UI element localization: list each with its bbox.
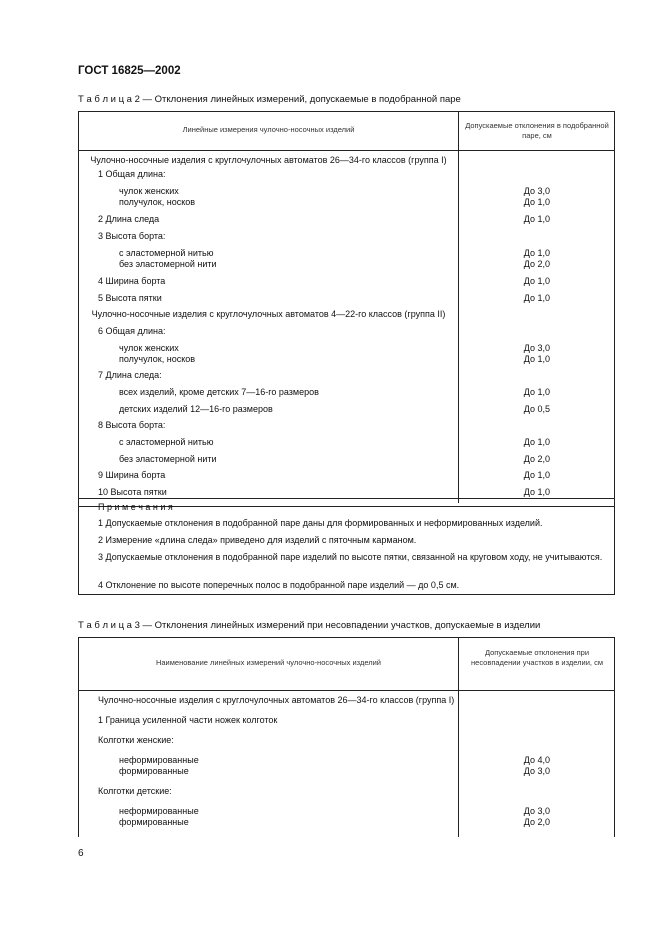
page-number: 6 xyxy=(78,848,84,859)
table2-row-value: До 1,0 xyxy=(523,293,550,303)
table2-row-label: 9 Ширина борта xyxy=(98,470,166,480)
table2-row-label: 4 Ширина борта xyxy=(98,276,166,286)
table2-row-value: До 1,0 xyxy=(523,248,550,258)
table2-row-value: До 3,0 xyxy=(523,186,550,196)
table3-caption: Т а б л и ц а 3 — Отклонения линейных измерений при несовпадении участков, допускаемые в изделии xyxy=(78,620,541,631)
table2-group-title: Чулочно-носочные изделия с круглочулочных автоматов 26—34-го классов (группа I) xyxy=(90,155,447,165)
table2-col1-header: Линейные измерения чулочно-носочных изделий xyxy=(182,125,355,134)
table2-row-label: всех изделий, кроме детских 7—16-го размеров xyxy=(119,387,319,397)
table3 xyxy=(78,637,615,837)
note-item: 1 Допускаемые отклонения в подобранной паре даны для формированных и неформированных изделий. xyxy=(98,518,543,528)
table2-row-label: с эластомерной нитью xyxy=(119,437,214,447)
table2-row-label: получулок, носков xyxy=(119,354,196,364)
table3-col2-header: Допускаемые отклонения при несовпадении участков в изделии, см xyxy=(471,648,603,667)
table2-row-label: 10 Высота пятки xyxy=(98,487,167,497)
table3-column-divider xyxy=(458,638,459,837)
table2-group-title: Чулочно-носочные изделия с круглочулочных автоматов 4—22-го классов (группа II) xyxy=(91,309,446,319)
table2-row-value: До 1,0 xyxy=(523,214,550,224)
table2-row-label: 1 Общая длина: xyxy=(98,169,166,179)
table2-row-label: с эластомерной нитью xyxy=(119,248,214,258)
table3-row-label: формированные xyxy=(119,766,189,776)
table2-row-label: детских изделий 12—16-го размеров xyxy=(119,404,273,414)
notes-title: П р и м е ч а н и я xyxy=(98,502,173,512)
table2-row-value: До 0,5 xyxy=(523,404,550,414)
table2-column-divider xyxy=(458,112,459,503)
table2-row-label: получулок, носков xyxy=(119,197,196,207)
table2-row-value: До 1,0 xyxy=(523,437,550,447)
table2-header-divider xyxy=(79,150,614,151)
table3-row-value: До 2,0 xyxy=(523,817,550,827)
table2 xyxy=(78,111,615,507)
table3-row-label: неформированные xyxy=(119,806,199,816)
table3-row-value: До 3,0 xyxy=(523,766,550,776)
table3-row-label: формированные xyxy=(119,817,189,827)
note-item: 4 Отклонение по высоте поперечных полос в подобранной паре изделий — до 0,5 см. xyxy=(98,580,460,590)
table3-row-label: неформированные xyxy=(119,755,199,765)
table2-row-value: До 3,0 xyxy=(523,343,550,353)
table2-col2-header: Допускаемые отклонения в подобранной паре, см xyxy=(465,121,609,140)
table2-notes xyxy=(78,497,615,595)
note-item: 2 Измерение «длина следа» приведено для изделий с пяточным карманом. xyxy=(98,535,417,545)
document-id: ГОСТ 16825—2002 xyxy=(78,65,181,77)
table2-row-label: 7 Длина следа: xyxy=(98,370,162,380)
table2-row-value: До 1,0 xyxy=(523,276,550,286)
table3-row-label: Колготки женские: xyxy=(98,735,174,745)
table3-row-value: До 4,0 xyxy=(523,755,550,765)
table3-row-label: Колготки детские: xyxy=(98,786,172,796)
table2-caption: Т а б л и ц а 2 — Отклонения линейных измерений, допускаемые в подобранной паре xyxy=(78,94,461,105)
table3-col1-header: Наименование линейных измерений чулочно-носочных изделий xyxy=(155,658,382,667)
table2-row-value: До 1,0 xyxy=(523,387,550,397)
table2-row-value: До 1,0 xyxy=(523,354,550,364)
note-item: 3 Допускаемые отклонения в подобранной паре изделий по высоте пятки, связанной на круговом ходу, не учитываются. xyxy=(98,552,603,562)
table3-row-value: До 3,0 xyxy=(523,806,550,816)
table2-row-value: До 2,0 xyxy=(523,259,550,269)
table2-row-label: 2 Длина следа xyxy=(98,214,160,224)
table2-row-label: 6 Общая длина: xyxy=(98,326,166,336)
table3-row-label: 1 Граница усиленной части ножек колготок xyxy=(98,715,278,725)
table2-row-value: До 1,0 xyxy=(523,197,550,207)
table2-row-label: без эластомерной нити xyxy=(119,259,217,269)
table2-row-value: До 1,0 xyxy=(523,470,550,480)
table2-row-label: без эластомерной нити xyxy=(119,454,217,464)
table2-row-label: чулок женских xyxy=(119,343,179,353)
table2-row-label: чулок женских xyxy=(119,186,179,196)
table2-row-label: 8 Высота борта: xyxy=(98,420,166,430)
table2-row-value: До 2,0 xyxy=(523,454,550,464)
table2-row-value: До 1,0 xyxy=(523,487,550,497)
table3-header-divider xyxy=(79,690,614,691)
table2-row-label: 3 Высота борта: xyxy=(98,231,166,241)
table3-group-title: Чулочно-носочные изделия с круглочулочных автоматов 26—34-го классов (группа I) xyxy=(98,695,455,705)
table2-row-label: 5 Высота пятки xyxy=(98,293,162,303)
